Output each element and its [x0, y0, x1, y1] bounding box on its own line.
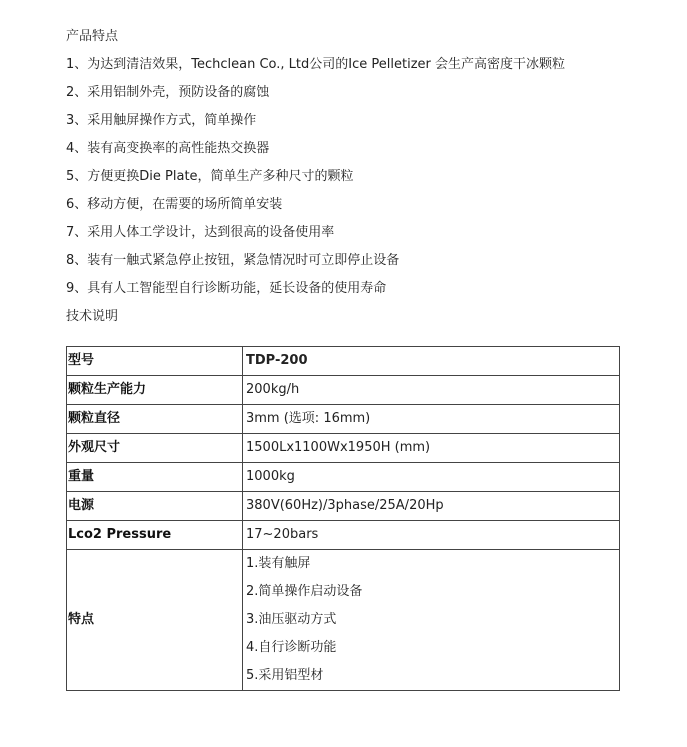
feature-item: 2、采用铝制外壳，预防设备的腐蚀: [66, 85, 270, 100]
features-heading: 产品特点: [66, 29, 119, 44]
table-row: [67, 376, 620, 405]
spec-key: 电源: [67, 492, 243, 521]
spec-feature-list: [246, 550, 615, 690]
spec-value: 3mm (选项: 16mm): [243, 405, 620, 434]
feature-list: [66, 55, 626, 299]
spec-feature-item: 5.采用铝型材: [246, 668, 324, 683]
table-row: [67, 405, 620, 434]
spec-key: 特点: [67, 550, 243, 691]
table-row: [67, 550, 620, 691]
table-row: [67, 492, 620, 521]
tech-spec-heading: 技术说明: [66, 309, 119, 324]
spec-key: 颗粒生产能力: [67, 376, 243, 405]
feature-item: 7、采用人体工学设计，达到很高的设备使用率: [66, 225, 335, 240]
feature-item: 6、移动方便，在需要的场所简单安装: [66, 197, 283, 212]
feature-item: 1、为达到清洁效果，Techclean Co., Ltd公司的Ice Pelletizer 会生产高密度干冰颗粒: [66, 57, 565, 72]
spec-key: 颗粒直径: [67, 405, 243, 434]
spec-key: Lco2 Pressure: [67, 521, 243, 550]
spec-key: 外观尺寸: [67, 434, 243, 463]
spec-value: 1500Lx1100Wx1950H (mm): [243, 434, 620, 463]
spec-value: 17~20bars: [243, 521, 620, 550]
table-row: [67, 521, 620, 550]
table-row: [67, 434, 620, 463]
spec-value: 200kg/h: [243, 376, 620, 405]
spec-feature-item: 4.自行诊断功能: [246, 640, 337, 655]
spec-table: [66, 346, 620, 691]
feature-item: 8、装有一触式紧急停止按钮，紧急情况时可立即停止设备: [66, 253, 400, 268]
spec-feature-item: 1.装有触屏: [246, 556, 311, 571]
spec-value: 380V(60Hz)/3phase/25A/20Hp: [243, 492, 620, 521]
feature-item: 4、装有高变换率的高性能热交换器: [66, 141, 270, 156]
feature-item: 5、方便更换Die Plate，简单生产多种尺寸的颗粒: [66, 169, 354, 184]
spec-key: 型号: [67, 347, 243, 376]
product-content: [66, 27, 626, 327]
feature-item: 9、具有人工智能型自行诊断功能，延长设备的使用寿命: [66, 281, 387, 296]
spec-features-cell: [243, 550, 620, 691]
table-row: [67, 347, 620, 376]
spec-value: 1000kg: [243, 463, 620, 492]
spec-key: 重量: [67, 463, 243, 492]
table-row: [67, 463, 620, 492]
feature-item: 3、采用触屏操作方式，简单操作: [66, 113, 257, 128]
spec-value: TDP-200: [243, 347, 620, 376]
spec-feature-item: 2.简单操作启动设备: [246, 584, 363, 599]
spec-feature-item: 3.油压驱动方式: [246, 612, 337, 627]
